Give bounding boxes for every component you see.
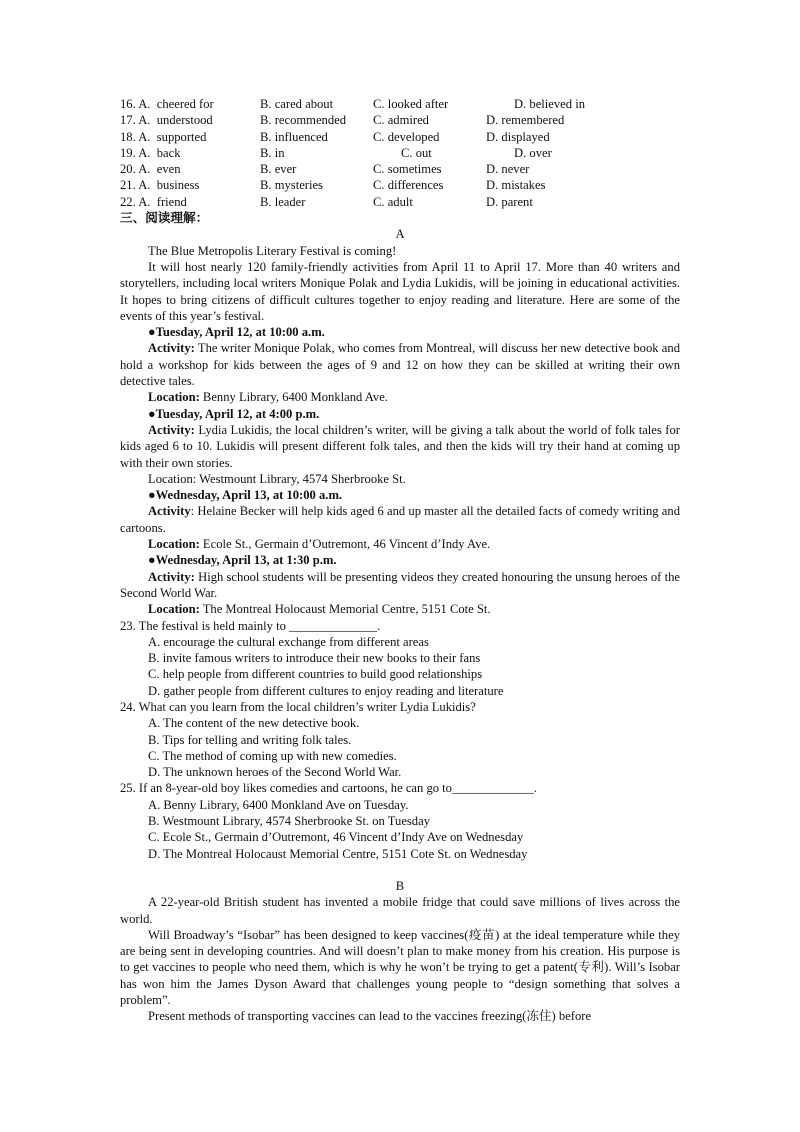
event-4 [120,552,680,617]
question-24 [120,699,680,780]
passage-a-intro: The Blue Metropolis Literary Festival is coming! [148,243,397,258]
passage-b-para3: Present methods of transporting vaccines can lead to the vaccines freezing(冻住) before [148,1009,592,1024]
option-b: B. in [260,145,285,160]
passage-b-para1: A 22-year-old British student has invented a mobile fridge that could save millions of lives across the world. [120,895,680,926]
option-b: B. recommended [260,113,347,128]
question-number: 19. A. [120,145,151,160]
activity-label: Activity: [148,422,195,437]
location-label: Location: [148,537,200,552]
option-a: cheered for [156,97,214,111]
option-d: D. parent [486,194,533,209]
option-d: D. never [486,162,530,177]
event-time: ●Tuesday, April 12, at 4:00 p.m. [148,406,320,421]
location-text: The Montreal Holocaust Memorial Centre, 5151 Cote St. [199,602,491,617]
passage-a-para1: It will host nearly 120 family-friendly activities from April 11 to April 17. More than 40 writers and storytellers, including local writers Monique Polak and Lydia Lukidis, will be joining in educational activities. It hopes to bring citizens of difficult cultures together to enjoy reading and literature. Here are some of the events of this year’s festival. [120,259,680,323]
question-stem: 23. The festival is held mainly to ______________. [120,618,381,633]
answer-option: A. Benny Library, 6400 Monkland Ave on Tuesday. [148,797,409,812]
event-2 [120,406,680,487]
answer-option: C. help people from different countries to build good relationships [148,667,483,682]
answer-option: D. The unknown heroes of the Second World War. [148,765,402,780]
spacer [120,862,680,878]
option-c: C. developed [373,129,440,144]
option-d: D. over [514,145,552,160]
question-stem: 25. If an 8-year-old boy likes comedies and cartoons, he can go to_____________. [120,781,537,796]
option-b: B. influenced [260,129,328,144]
activity-label: Activity: [148,341,195,356]
question-number: 18. A. [120,129,151,144]
section-title: 三、阅读理解： [120,210,209,226]
question-number: 16. A. [120,97,151,111]
cloze-row-20 [120,161,680,177]
option-a: back [156,145,181,160]
question-23 [120,618,680,699]
question-number: 22. A. [120,194,151,209]
answer-option: B. invite famous writers to introduce their new books to their fans [148,651,481,666]
cloze-row-16 [120,96,680,112]
passage-b-label: B [395,878,405,893]
event-3 [120,487,680,552]
answer-option: C. The method of coming up with new comedies. [148,748,397,763]
question-25 [120,780,680,861]
answer-option: A. encourage the cultural exchange from different areas [148,634,429,649]
option-b: B. leader [260,194,306,209]
option-d: D. mistakes [486,178,546,193]
option-d: D. remembered [486,113,565,128]
option-c: C. sometimes [373,162,442,177]
cloze-options [120,96,680,210]
option-c: C. looked after [373,97,449,111]
option-c: C. admired [373,113,429,128]
option-a: supported [156,129,207,144]
option-a: understood [156,113,213,128]
question-number: 17. A. [120,113,151,128]
event-time: ●Wednesday, April 13, at 10:00 a.m. [148,488,343,503]
option-c: C. adult [373,194,413,209]
cloze-row-19 [120,145,680,161]
answer-option: D. gather people from different cultures to enjoy reading and literature [148,683,504,698]
option-d: D. believed in [514,97,585,111]
activity-label: Activity [148,504,191,519]
answer-option: B. Tips for telling and writing folk tales. [148,732,352,747]
answer-option: B. Westmount Library, 4574 Sherbrooke St. on Tuesday [148,814,430,829]
answer-option: A. The content of the new detective book. [148,716,360,731]
activity-label: Activity: [148,569,195,584]
event-time: ●Tuesday, April 12, at 10:00 a.m. [148,325,325,340]
answer-option: D. The Montreal Holocaust Memorial Centre, 5151 Cote St. on Wednesday [148,846,528,861]
option-b: B. cared about [260,97,334,111]
location-text: Benny Library, 6400 Monkland Ave. [199,390,388,405]
cloze-row-18 [120,129,680,145]
question-number: 21. A. [120,178,151,193]
option-a: even [156,162,181,177]
event-time: ●Wednesday, April 13, at 1:30 p.m. [148,553,337,568]
location-label: Location: [148,602,200,617]
location-text: Location: Westmount Library, 4574 Sherbrooke St. [148,471,406,486]
option-b: B. ever [260,162,297,177]
location-text: Ecole St., Germain d’Outremont, 46 Vincent d’Indy Ave. [199,537,491,552]
cloze-row-17 [120,112,680,128]
option-b: B. mysteries [260,178,323,193]
location-label: Location: [148,390,200,405]
activity-text: Lydia Lukidis, the local children’s writer, will be giving a talk about the world of folk tales for kids aged 6 to 10. Lukidis will present different folk tales, and then the kids will try their hand at coming up with their own stories. [120,422,680,470]
answer-option: C. Ecole St., Germain d’Outremont, 46 Vincent d’Indy Ave on Wednesday [148,830,524,845]
question-stem: 24. What can you learn from the local children’s writer Lydia Lukidis? [120,699,476,714]
activity-text: The writer Monique Polak, who comes from Montreal, will discuss her new detective book and hold a workshop for kids between the ages of 9 and 12 on how they can be skilled at writing their own detective tales. [120,341,680,389]
cloze-row-21 [120,177,680,193]
passage-a-label: A [395,227,405,242]
passage-b-para2: Will Broadway’s “Isobar” has been designed to keep vaccines(疫苗) at the ideal temperature while they are being sent in developing countries. And will doesn’t plan to make money from his creation. His purpose is to get vaccines to people who need them, which is why he won’t be trying to get a patent(专利). Will’s Isobar has won him the James Dyson Award that challenges young people to “design something that solves a problem”. [120,927,680,1008]
activity-text: High school students will be presenting videos they created honouring the unsung heroes of the Second World War. [120,569,680,600]
option-c: C. differences [373,178,444,193]
option-a: friend [156,194,187,209]
option-a: business [156,178,200,193]
question-number: 20. A. [120,162,151,177]
option-d: D. displayed [486,129,550,144]
option-c: C. out [401,145,432,160]
exam-page [120,96,680,1025]
event-1 [120,324,680,405]
activity-text: : Helaine Becker will help kids aged 6 and up master all the detailed facts of comedy writing and cartoons. [120,504,680,535]
cloze-row-22 [120,194,680,210]
